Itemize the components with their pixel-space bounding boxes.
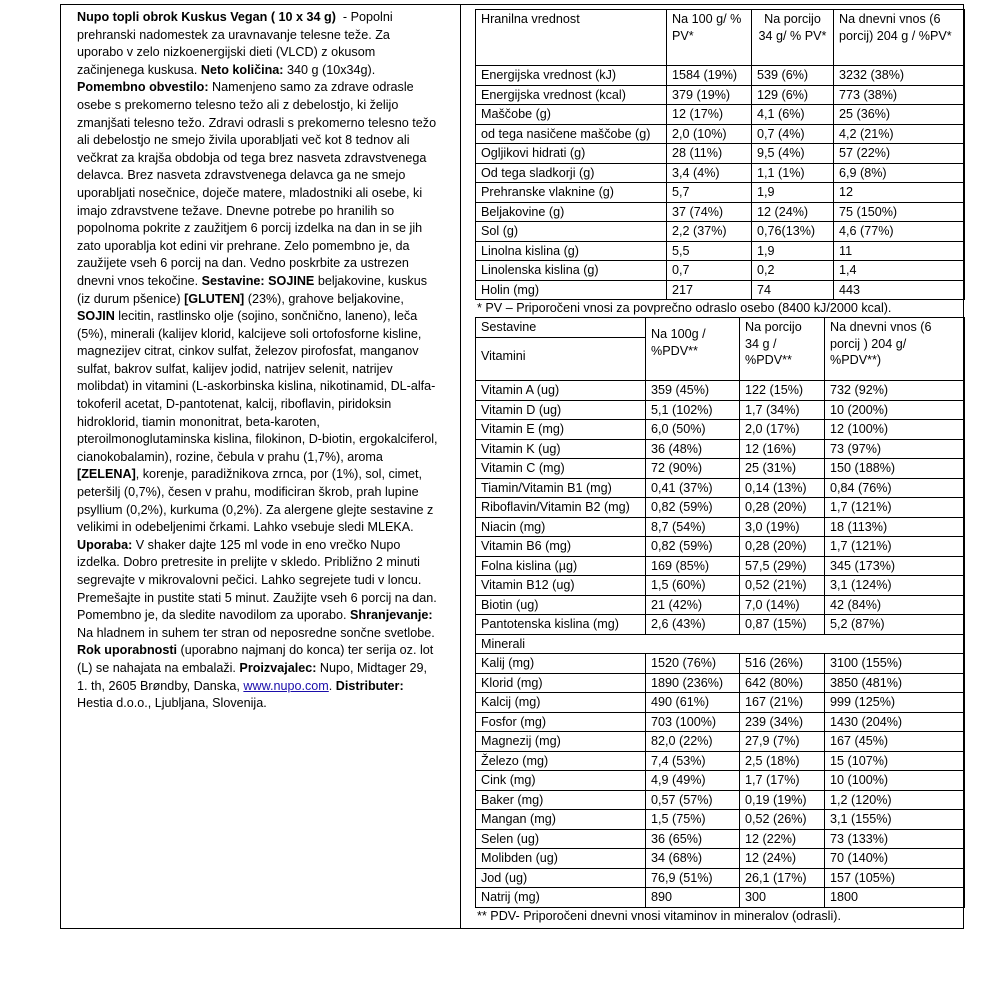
row-value: 12 (22%) [740,829,825,849]
vitamin-row [476,420,965,440]
row-value: 1584 (19%) [667,66,752,86]
usage-text: V shaker dajte 125 ml vode in eno vrečko Nupo izdelka. Dobro pretresite in prelijte v skledo. Približno 2 minuti segrevajte v mikrovalovni pečici. Lahko segrejete tudi v loncu. Premešajte in pustite stati 5 minut. Zaužijte vseh 6 porcij na dan. Pomembno je, da sledite navodilom za uporabo. [77,537,437,623]
row-value: 443 [834,280,965,300]
row-value: 6,0 (50%) [646,420,740,440]
mineral-row [476,790,965,810]
row-label: Kalcij (mg) [476,693,646,713]
row-label: Baker (mg) [476,790,646,810]
vitamin-row [476,556,965,576]
nutrition-row [476,222,965,242]
row-label: Jod (ug) [476,868,646,888]
row-value: 0,28 (20%) [740,498,825,518]
row-label: Mangan (mg) [476,810,646,830]
row-label: Molibden (ug) [476,849,646,869]
row-value: 0,2 [752,261,834,281]
mineral-row [476,693,965,713]
row-value: 890 [646,888,740,908]
row-value: 2,2 (37%) [667,222,752,242]
vitamins-header-row-1 [476,318,965,338]
row-value: 0,84 (76%) [825,478,965,498]
vitamins-header-ingredients: Sestavine [476,318,646,338]
row-label: Tiamin/Vitamin B1 (mg) [476,478,646,498]
row-value: 1520 (76%) [646,654,740,674]
ingredients-text-3: lecitin, rastlinsko olje (sojino, sončnično, laneno), leča (5%), minerali (kalijev klorid, kalcijeve soli ortofosforne kisline, magnezijev citrat, cinkov sulfat, železov pirofosfat, manganov sulfat, bakrov sulfat, kalijev jodid, natrijev selenit, natrijev molibdat) in vitamini (L-askorbinska kislina, nikotinamid, DL-alfa-tokoferil acetat, D-pantotenat, kalcij, riboflavin, piridoksin hidroklorid, tiamin mononitrat, beta-karoten, pteroilmonoglutaminska kislina, filokinon, D-biotin, ergokalciferol, cianokobalamin), rozine, čebula v prahu (1,7%), aroma [77,309,438,464]
vitamin-row [476,439,965,459]
row-label: Natrij (mg) [476,888,646,908]
producer-text: Nupo, Midtager 29, 1. th, 2605 Brøndby, Danska, [77,660,428,693]
row-value: 34 (68%) [646,849,740,869]
row-value: 1890 (236%) [646,673,740,693]
row-label: Železo (mg) [476,751,646,771]
row-value: 0,7 [667,261,752,281]
allergen-soy: SOJINE [268,273,315,288]
vitamin-row [476,595,965,615]
vitamins-table [475,317,965,908]
allergen-gluten: [GLUTEN] [184,291,245,306]
row-value: 1430 (204%) [825,712,965,732]
row-value: 8,7 (54%) [646,517,740,537]
row-value: 36 (48%) [646,439,740,459]
row-value: 167 (21%) [740,693,825,713]
product-intro: - Popolni prehranski nadomestek za uravnavanje telesne teže. Za uporabo v zelo nizkoenergijski dieti (VLCD) z okusom začinjenega kuskusa. [77,10,393,77]
row-label: od tega nasičene maščobe (g) [476,124,667,144]
producer-label: Proizvajalec: [239,660,317,675]
row-value: 0,87 (15%) [740,615,825,635]
row-value: 12 (17%) [667,105,752,125]
ingredients-text-1: beljakovine, kuskus (iz durum pšenice) [77,273,428,306]
row-value: 25 (36%) [834,105,965,125]
row-label: Selen (ug) [476,829,646,849]
row-value: 122 (15%) [740,381,825,401]
row-value: 3,1 (124%) [825,576,965,596]
row-value: 5,2 (87%) [825,615,965,635]
row-value: 10 (200%) [825,400,965,420]
row-value: 74 [752,280,834,300]
row-value: 1,7 (121%) [825,537,965,557]
row-value: 12 (24%) [752,202,834,222]
row-value: 217 [667,280,752,300]
row-value: 5,7 [667,183,752,203]
vitamin-row [476,615,965,635]
nutrition-table [475,9,965,300]
nutrition-panel [475,9,965,925]
row-label: Fosfor (mg) [476,712,646,732]
row-label: Cink (mg) [476,771,646,791]
nutrition-row [476,163,965,183]
row-value: 42 (84%) [825,595,965,615]
row-label: Biotin (ug) [476,595,646,615]
mineral-row [476,829,965,849]
nutrition-footnote: * PV – Priporočeni vnosi za povprečno odraslo osebo (8400 kJ/2000 kcal). [477,301,892,315]
row-value: 0,82 (59%) [646,537,740,557]
nutrition-row [476,183,965,203]
row-label: Prehranske vlaknine (g) [476,183,667,203]
row-value: 0,82 (59%) [646,498,740,518]
row-value: 9,5 (4%) [752,144,834,164]
allergen-soy-2: SOJIN [77,309,115,324]
row-value: 3,1 (155%) [825,810,965,830]
row-value: 150 (188%) [825,459,965,479]
row-value: 379 (19%) [667,85,752,105]
row-value: 0,41 (37%) [646,478,740,498]
row-value: 732 (92%) [825,381,965,401]
vitamins-header-vitamins: Vitamini [476,338,646,381]
row-value: 4,9 (49%) [646,771,740,791]
distributor-label: Distributer: [335,678,404,693]
row-value: 1,5 (75%) [646,810,740,830]
mineral-row [476,849,965,869]
row-value: 3100 (155%) [825,654,965,674]
row-label: Beljakovine (g) [476,202,667,222]
row-value: 4,6 (77%) [834,222,965,242]
row-value: 359 (45%) [646,381,740,401]
product-title: Nupo topli obrok Kuskus Vegan ( 10 x 34 g) [77,10,336,24]
minerals-header-row [476,634,965,654]
row-label: Od tega sladkorji (g) [476,163,667,183]
mineral-row [476,771,965,791]
distributor-text: Hestia d.o.o., Ljubljana, Slovenija. [77,696,267,711]
row-label: Linolenska kislina (g) [476,261,667,281]
vitamins-header-daily: Na dnevni vnos (6 porcij ) 204 g/ %PDV**) [825,318,965,381]
row-value: 167 (45%) [825,732,965,752]
nutrition-row [476,124,965,144]
row-value: 5,1 (102%) [646,400,740,420]
mineral-row [476,732,965,752]
mineral-row [476,810,965,830]
row-value: 57 (22%) [834,144,965,164]
mineral-row [476,654,965,674]
row-value: 0,28 (20%) [740,537,825,557]
row-value: 6,9 (8%) [834,163,965,183]
nutrition-row [476,105,965,125]
expiry-text: (uporabno najmanj do konca) ter serija oz. lot (L) se nahajata na embalaži. [77,643,434,675]
row-value: 642 (80%) [740,673,825,693]
row-value: 18 (113%) [825,517,965,537]
row-value: 300 [740,888,825,908]
nutrition-row [476,66,965,86]
row-value: 3850 (481%) [825,673,965,693]
row-value: 82,0 (22%) [646,732,740,752]
nutrition-row [476,241,965,261]
row-value: 12 (16%) [740,439,825,459]
vitamins-header-portion: Na porcijo 34 g / %PDV** [740,318,825,381]
nutrition-header-name: Hranilna vrednost [476,10,667,66]
row-value: 539 (6%) [752,66,834,86]
row-value: 0,14 (13%) [740,478,825,498]
row-label: Vitamin E (mg) [476,420,646,440]
row-value: 1,9 [752,183,834,203]
row-label: Niacin (mg) [476,517,646,537]
row-label: Holin (mg) [476,280,667,300]
row-value: 129 (6%) [752,85,834,105]
nutrition-header-row [476,10,965,66]
row-value: 1,4 [834,261,965,281]
row-value: 1,7 (121%) [825,498,965,518]
row-value: 25 (31%) [740,459,825,479]
row-value: 0,19 (19%) [740,790,825,810]
vitamin-row [476,381,965,401]
vitamins-footnote: ** PDV- Priporočeni dnevni vnosi vitaminov in mineralov (odrasli). [477,908,841,923]
row-value: 12 (100%) [825,420,965,440]
row-value: 703 (100%) [646,712,740,732]
row-value: 157 (105%) [825,868,965,888]
mineral-row [476,673,965,693]
row-value: 0,52 (26%) [740,810,825,830]
nutrition-header-portion: Na porcijo 34 g/ % PV* [752,10,834,66]
important-text: Namenjeno samo za zdrave odrasle osebe s prekomerno telesno težo ali z debelostjo, ki želijo zmanjšati telesno težo. Zdravi odrasli s prekomerno telesno težo ali debelostjo ne smejo živila uporabljati več kot 8 tednov ali večkrat za krajša obdobja od tega brez nasveta zdravstvenega delavca. Brez nasveta zdravstvenega delavca ga ne smejo uporabljati nosečnice, doječe matere, mladostniki ali osebe, ki imajo zdravstvene težave. Dnevne potrebe po hranilih so popolnoma pokrite z zaužitjem 6 porcij izdelka na dan in se jih zato uporablja kot edini vir prehrane. Zelo pomembno je, da zaužijete vseh 6 porcij na dan. Vedno poskrbite za ustrezen dnevni vnos tekočine. [77,80,437,288]
nutrition-row [476,261,965,281]
row-value: 345 (173%) [825,556,965,576]
mineral-row [476,888,965,908]
row-value: 490 (61%) [646,693,740,713]
row-label: Vitamin B12 (ug) [476,576,646,596]
row-label: Sol (g) [476,222,667,242]
row-value: 7,0 (14%) [740,595,825,615]
row-value: 76,9 (51%) [646,868,740,888]
allergen-celery: [ZELENA] [77,467,136,482]
row-value: 773 (38%) [834,85,965,105]
row-label: Energijska vrednost (kJ) [476,66,667,86]
row-value: 1,5 (60%) [646,576,740,596]
row-value: 12 (24%) [740,849,825,869]
mineral-row [476,868,965,888]
row-value: 11 [834,241,965,261]
vitamin-row [476,498,965,518]
row-value: 2,6 (43%) [646,615,740,635]
vitamin-row [476,576,965,596]
row-label: Vitamin A (ug) [476,381,646,401]
column-divider [460,5,461,928]
row-value: 4,2 (21%) [834,124,965,144]
vitamins-header-per100: Na 100g / %PDV** [646,318,740,381]
row-value: 239 (34%) [740,712,825,732]
row-value: 10 (100%) [825,771,965,791]
nutrition-header-daily: Na dnevni vnos (6 porcij) 204 g / %PV* [834,10,965,66]
vitamin-rows [476,381,965,635]
expiry-label: Rok uporabnosti [77,643,178,658]
row-label: Kalij (mg) [476,654,646,674]
row-label: Linolna kislina (g) [476,241,667,261]
nutrition-row [476,202,965,222]
usage-label: Uporaba: [77,537,133,552]
nutrition-header-per100: Na 100 g/ % PV* [667,10,752,66]
mineral-row [476,712,965,732]
vitamin-row [476,400,965,420]
vitamin-row [476,478,965,498]
row-label: Vitamin K (ug) [476,439,646,459]
row-value: 73 (133%) [825,829,965,849]
after-link: . [328,678,336,693]
row-value: 0,76(13%) [752,222,834,242]
important-label: Pomembno obvestilo: [77,80,209,95]
row-label: Vitamin C (mg) [476,459,646,479]
row-value: 0,52 (21%) [740,576,825,596]
mineral-row [476,751,965,771]
row-value: 1,9 [752,241,834,261]
row-value: 5,5 [667,241,752,261]
row-value: 36 (65%) [646,829,740,849]
row-value: 0,57 (57%) [646,790,740,810]
nutrition-rows [476,66,965,300]
row-label: Klorid (mg) [476,673,646,693]
minerals-label: Minerali [476,634,965,654]
vitamin-row [476,537,965,557]
nutrition-row [476,280,965,300]
website-link[interactable]: www.nupo.com [243,678,329,693]
row-value: 73 (97%) [825,439,965,459]
ingredients-label: Sestavine: [201,273,265,288]
row-label: Folna kislina (µg) [476,556,646,576]
row-value: 27,9 (7%) [740,732,825,752]
row-value: 21 (42%) [646,595,740,615]
row-value: 3,0 (19%) [740,517,825,537]
row-value: 37 (74%) [667,202,752,222]
row-value: 28 (11%) [667,144,752,164]
row-value: 57,5 (29%) [740,556,825,576]
row-label: Ogljikovi hidrati (g) [476,144,667,164]
ingredients-text-4: , korenje, paradižnikova zrnca, por (1%), sol, cimet, peteršilj (0,7%), česen v prahu, modificiran škrob, prah lupine psyllium (0,2%), kurkuma (0,2%). Za alergene glejte sestavine z velikimi in odebeljenimi črkami. Lahko vsebuje sledi MLEKA. [77,467,434,535]
row-value: 4,1 (6%) [752,105,834,125]
row-value: 70 (140%) [825,849,965,869]
row-value: 2,0 (17%) [740,420,825,440]
row-value: 15 (107%) [825,751,965,771]
row-value: 1,7 (17%) [740,771,825,791]
row-value: 999 (125%) [825,693,965,713]
label-frame [60,4,964,929]
row-label: Pantotenska kislina (mg) [476,615,646,635]
row-value: 1,2 (120%) [825,790,965,810]
row-label: Vitamin D (ug) [476,400,646,420]
nutrition-row [476,85,965,105]
row-value: 12 [834,183,965,203]
row-label: Energijska vrednost (kcal) [476,85,667,105]
storage-text: Na hladnem in suhem ter stran od neposredne sončne svetlobe. [77,625,435,640]
net-value: 340 g (10x34g). [283,62,376,77]
row-value: 0,7 (4%) [752,124,834,144]
nutrition-row [476,144,965,164]
mineral-rows [476,654,965,908]
row-label: Maščobe (g) [476,105,667,125]
row-label: Riboflavin/Vitamin B2 (mg) [476,498,646,518]
row-value: 26,1 (17%) [740,868,825,888]
vitamin-row [476,459,965,479]
row-label: Vitamin B6 (mg) [476,537,646,557]
row-value: 75 (150%) [834,202,965,222]
row-value: 2,0 (10%) [667,124,752,144]
ingredients-text-2: (23%), grahove beljakovine, [244,291,404,306]
row-value: 1800 [825,888,965,908]
product-description [77,9,439,713]
row-value: 7,4 (53%) [646,751,740,771]
row-value: 72 (90%) [646,459,740,479]
row-value: 516 (26%) [740,654,825,674]
vitamin-row [476,517,965,537]
row-value: 3232 (38%) [834,66,965,86]
net-label: Neto količina: [200,62,284,77]
row-value: 169 (85%) [646,556,740,576]
row-value: 3,4 (4%) [667,163,752,183]
row-value: 1,1 (1%) [752,163,834,183]
row-value: 1,7 (34%) [740,400,825,420]
row-label: Magnezij (mg) [476,732,646,752]
storage-label: Shranjevanje: [350,608,433,623]
row-value: 2,5 (18%) [740,751,825,771]
